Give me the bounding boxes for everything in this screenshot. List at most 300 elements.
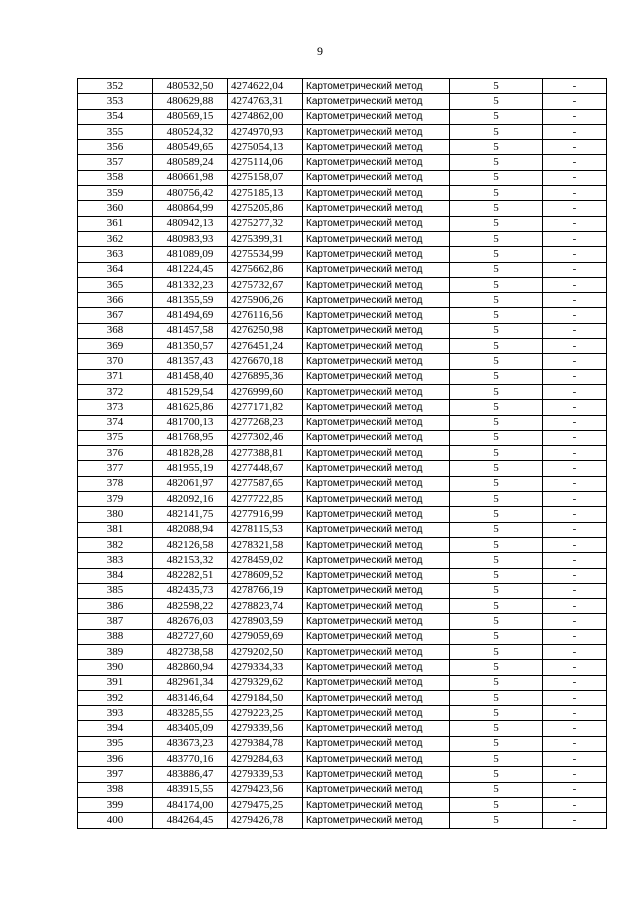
accuracy-cell: 5 (450, 507, 543, 522)
description-cell: - (543, 553, 607, 568)
table-row (78, 308, 607, 323)
point-number-cell: 381 (78, 522, 153, 537)
method-cell: Картометрический метод (303, 476, 450, 491)
y-coordinate-cell: 4278903,59 (228, 614, 303, 629)
point-number-cell: 383 (78, 553, 153, 568)
point-number-cell: 373 (78, 400, 153, 415)
y-coordinate-cell: 4277448,67 (228, 461, 303, 476)
description-cell: - (543, 752, 607, 767)
description-cell: - (543, 736, 607, 751)
y-coordinate-cell: 4274622,04 (228, 79, 303, 94)
table-row (78, 216, 607, 231)
table-row (78, 384, 607, 399)
point-number-cell: 389 (78, 644, 153, 659)
x-coordinate-cell: 482092,16 (153, 492, 228, 507)
y-coordinate-cell: 4277268,23 (228, 415, 303, 430)
x-coordinate-cell: 483915,55 (153, 782, 228, 797)
point-number-cell: 360 (78, 201, 153, 216)
description-cell: - (543, 583, 607, 598)
method-cell: Картометрический метод (303, 140, 450, 155)
point-number-cell: 390 (78, 660, 153, 675)
accuracy-cell: 5 (450, 109, 543, 124)
x-coordinate-cell: 481224,45 (153, 262, 228, 277)
table-row (78, 124, 607, 139)
y-coordinate-cell: 4275205,86 (228, 201, 303, 216)
table-row (78, 354, 607, 369)
x-coordinate-cell: 481494,69 (153, 308, 228, 323)
x-coordinate-cell: 482061,97 (153, 476, 228, 491)
method-cell: Картометрический метод (303, 201, 450, 216)
x-coordinate-cell: 480524,32 (153, 124, 228, 139)
description-cell: - (543, 247, 607, 262)
x-coordinate-cell: 480864,99 (153, 201, 228, 216)
x-coordinate-cell: 481700,13 (153, 415, 228, 430)
accuracy-cell: 5 (450, 339, 543, 354)
point-number-cell: 353 (78, 94, 153, 109)
x-coordinate-cell: 480629,88 (153, 94, 228, 109)
point-number-cell: 378 (78, 476, 153, 491)
x-coordinate-cell: 480661,98 (153, 170, 228, 185)
description-cell: - (543, 231, 607, 246)
table-row (78, 644, 607, 659)
x-coordinate-cell: 483770,16 (153, 752, 228, 767)
description-cell: - (543, 293, 607, 308)
y-coordinate-cell: 4277171,82 (228, 400, 303, 415)
description-cell: - (543, 629, 607, 644)
method-cell: Картометрический метод (303, 323, 450, 338)
accuracy-cell: 5 (450, 155, 543, 170)
description-cell: - (543, 599, 607, 614)
accuracy-cell: 5 (450, 706, 543, 721)
point-number-cell: 352 (78, 79, 153, 94)
method-cell: Картометрический метод (303, 277, 450, 292)
y-coordinate-cell: 4276895,36 (228, 369, 303, 384)
table-row (78, 553, 607, 568)
description-cell: - (543, 813, 607, 828)
accuracy-cell: 5 (450, 721, 543, 736)
method-cell: Картометрический метод (303, 354, 450, 369)
method-cell: Картометрический метод (303, 782, 450, 797)
method-cell: Картометрический метод (303, 186, 450, 201)
accuracy-cell: 5 (450, 813, 543, 828)
table-row (78, 415, 607, 430)
method-cell: Картометрический метод (303, 369, 450, 384)
accuracy-cell: 5 (450, 231, 543, 246)
point-number-cell: 382 (78, 537, 153, 552)
point-number-cell: 388 (78, 629, 153, 644)
description-cell: - (543, 446, 607, 461)
method-cell: Картометрический метод (303, 537, 450, 552)
x-coordinate-cell: 482676,03 (153, 614, 228, 629)
description-cell: - (543, 400, 607, 415)
point-number-cell: 375 (78, 430, 153, 445)
accuracy-cell: 5 (450, 629, 543, 644)
x-coordinate-cell: 482860,94 (153, 660, 228, 675)
accuracy-cell: 5 (450, 782, 543, 797)
point-number-cell: 395 (78, 736, 153, 751)
table-row (78, 522, 607, 537)
description-cell: - (543, 339, 607, 354)
point-number-cell: 380 (78, 507, 153, 522)
accuracy-cell: 5 (450, 797, 543, 812)
method-cell: Картометрический метод (303, 767, 450, 782)
y-coordinate-cell: 4276250,98 (228, 323, 303, 338)
table-row (78, 583, 607, 598)
x-coordinate-cell: 480942,13 (153, 216, 228, 231)
y-coordinate-cell: 4275277,32 (228, 216, 303, 231)
x-coordinate-cell: 483285,55 (153, 706, 228, 721)
x-coordinate-cell: 481625,86 (153, 400, 228, 415)
table-row (78, 339, 607, 354)
point-number-cell: 369 (78, 339, 153, 354)
point-number-cell: 392 (78, 690, 153, 705)
accuracy-cell: 5 (450, 170, 543, 185)
y-coordinate-cell: 4278766,19 (228, 583, 303, 598)
accuracy-cell: 5 (450, 140, 543, 155)
description-cell: - (543, 690, 607, 705)
x-coordinate-cell: 482088,94 (153, 522, 228, 537)
coordinates-table (77, 78, 607, 829)
description-cell: - (543, 767, 607, 782)
y-coordinate-cell: 4278321,58 (228, 537, 303, 552)
y-coordinate-cell: 4279475,25 (228, 797, 303, 812)
description-cell: - (543, 79, 607, 94)
point-number-cell: 399 (78, 797, 153, 812)
point-number-cell: 387 (78, 614, 153, 629)
x-coordinate-cell: 481529,54 (153, 384, 228, 399)
y-coordinate-cell: 4274970,93 (228, 124, 303, 139)
description-cell: - (543, 140, 607, 155)
x-coordinate-cell: 481357,43 (153, 354, 228, 369)
y-coordinate-cell: 4275114,06 (228, 155, 303, 170)
accuracy-cell: 5 (450, 216, 543, 231)
x-coordinate-cell: 481350,57 (153, 339, 228, 354)
y-coordinate-cell: 4277587,65 (228, 476, 303, 491)
method-cell: Картометрический метод (303, 339, 450, 354)
y-coordinate-cell: 4279339,53 (228, 767, 303, 782)
description-cell: - (543, 568, 607, 583)
table-row (78, 323, 607, 338)
point-number-cell: 385 (78, 583, 153, 598)
x-coordinate-cell: 482598,22 (153, 599, 228, 614)
method-cell: Картометрический метод (303, 155, 450, 170)
point-number-cell: 361 (78, 216, 153, 231)
y-coordinate-cell: 4278609,52 (228, 568, 303, 583)
x-coordinate-cell: 483673,23 (153, 736, 228, 751)
method-cell: Картометрический метод (303, 124, 450, 139)
point-number-cell: 376 (78, 446, 153, 461)
x-coordinate-cell: 481768,95 (153, 430, 228, 445)
x-coordinate-cell: 483146,64 (153, 690, 228, 705)
x-coordinate-cell: 482153,32 (153, 553, 228, 568)
table-row (78, 170, 607, 185)
point-number-cell: 356 (78, 140, 153, 155)
table-row (78, 537, 607, 552)
method-cell: Картометрический метод (303, 644, 450, 659)
y-coordinate-cell: 4279284,63 (228, 752, 303, 767)
y-coordinate-cell: 4277916,99 (228, 507, 303, 522)
method-cell: Картометрический метод (303, 614, 450, 629)
table-row (78, 767, 607, 782)
table-row (78, 690, 607, 705)
description-cell: - (543, 170, 607, 185)
point-number-cell: 394 (78, 721, 153, 736)
table-row (78, 461, 607, 476)
point-number-cell: 386 (78, 599, 153, 614)
accuracy-cell: 5 (450, 430, 543, 445)
accuracy-cell: 5 (450, 476, 543, 491)
y-coordinate-cell: 4279423,56 (228, 782, 303, 797)
table-row (78, 614, 607, 629)
description-cell: - (543, 507, 607, 522)
point-number-cell: 400 (78, 813, 153, 828)
accuracy-cell: 5 (450, 79, 543, 94)
y-coordinate-cell: 4279059,69 (228, 629, 303, 644)
x-coordinate-cell: 482435,73 (153, 583, 228, 598)
x-coordinate-cell: 480589,24 (153, 155, 228, 170)
accuracy-cell: 5 (450, 461, 543, 476)
accuracy-cell: 5 (450, 201, 543, 216)
table-row (78, 706, 607, 721)
method-cell: Картометрический метод (303, 660, 450, 675)
table-row (78, 660, 607, 675)
table-row (78, 782, 607, 797)
table-row (78, 400, 607, 415)
table-row (78, 599, 607, 614)
description-cell: - (543, 614, 607, 629)
method-cell: Картометрический метод (303, 308, 450, 323)
accuracy-cell: 5 (450, 568, 543, 583)
y-coordinate-cell: 4278459,02 (228, 553, 303, 568)
description-cell: - (543, 308, 607, 323)
y-coordinate-cell: 4277302,46 (228, 430, 303, 445)
accuracy-cell: 5 (450, 262, 543, 277)
method-cell: Картометрический метод (303, 813, 450, 828)
y-coordinate-cell: 4274763,31 (228, 94, 303, 109)
x-coordinate-cell: 482126,58 (153, 537, 228, 552)
point-number-cell: 384 (78, 568, 153, 583)
description-cell: - (543, 262, 607, 277)
table-row (78, 94, 607, 109)
method-cell: Картометрический метод (303, 752, 450, 767)
method-cell: Картометрический метод (303, 736, 450, 751)
description-cell: - (543, 492, 607, 507)
point-number-cell: 362 (78, 231, 153, 246)
method-cell: Картометрический метод (303, 216, 450, 231)
accuracy-cell: 5 (450, 293, 543, 308)
description-cell: - (543, 201, 607, 216)
method-cell: Картометрический метод (303, 797, 450, 812)
point-number-cell: 397 (78, 767, 153, 782)
accuracy-cell: 5 (450, 752, 543, 767)
y-coordinate-cell: 4279426,78 (228, 813, 303, 828)
point-number-cell: 358 (78, 170, 153, 185)
method-cell: Картометрический метод (303, 706, 450, 721)
accuracy-cell: 5 (450, 660, 543, 675)
method-cell: Картометрический метод (303, 79, 450, 94)
table-row (78, 277, 607, 292)
description-cell: - (543, 216, 607, 231)
method-cell: Картометрический метод (303, 553, 450, 568)
point-number-cell: 357 (78, 155, 153, 170)
table-row (78, 262, 607, 277)
method-cell: Картометрический метод (303, 583, 450, 598)
method-cell: Картометрический метод (303, 675, 450, 690)
accuracy-cell: 5 (450, 537, 543, 552)
table-row (78, 140, 607, 155)
table-row (78, 476, 607, 491)
description-cell: - (543, 354, 607, 369)
x-coordinate-cell: 480569,15 (153, 109, 228, 124)
accuracy-cell: 5 (450, 384, 543, 399)
y-coordinate-cell: 4277722,85 (228, 492, 303, 507)
method-cell: Картометрический метод (303, 247, 450, 262)
x-coordinate-cell: 482282,51 (153, 568, 228, 583)
description-cell: - (543, 109, 607, 124)
y-coordinate-cell: 4279184,50 (228, 690, 303, 705)
description-cell: - (543, 797, 607, 812)
method-cell: Картометрический метод (303, 507, 450, 522)
accuracy-cell: 5 (450, 522, 543, 537)
x-coordinate-cell: 484174,00 (153, 797, 228, 812)
accuracy-cell: 5 (450, 400, 543, 415)
y-coordinate-cell: 4279339,56 (228, 721, 303, 736)
point-number-cell: 359 (78, 186, 153, 201)
y-coordinate-cell: 4275732,67 (228, 277, 303, 292)
table-row (78, 369, 607, 384)
x-coordinate-cell: 481458,40 (153, 369, 228, 384)
accuracy-cell: 5 (450, 644, 543, 659)
method-cell: Картометрический метод (303, 629, 450, 644)
y-coordinate-cell: 4279334,33 (228, 660, 303, 675)
description-cell: - (543, 782, 607, 797)
table-row (78, 675, 607, 690)
y-coordinate-cell: 4277388,81 (228, 446, 303, 461)
y-coordinate-cell: 4276116,56 (228, 308, 303, 323)
x-coordinate-cell: 481457,58 (153, 323, 228, 338)
x-coordinate-cell: 480532,50 (153, 79, 228, 94)
method-cell: Картометрический метод (303, 170, 450, 185)
method-cell: Картометрический метод (303, 492, 450, 507)
table-row (78, 507, 607, 522)
x-coordinate-cell: 480756,42 (153, 186, 228, 201)
table-row (78, 247, 607, 262)
table-row (78, 109, 607, 124)
method-cell: Картометрический метод (303, 231, 450, 246)
table-row (78, 155, 607, 170)
point-number-cell: 367 (78, 308, 153, 323)
accuracy-cell: 5 (450, 599, 543, 614)
table-row (78, 813, 607, 828)
method-cell: Картометрический метод (303, 94, 450, 109)
y-coordinate-cell: 4279223,25 (228, 706, 303, 721)
x-coordinate-cell: 481089,09 (153, 247, 228, 262)
y-coordinate-cell: 4275662,86 (228, 262, 303, 277)
x-coordinate-cell: 484264,45 (153, 813, 228, 828)
y-coordinate-cell: 4275906,26 (228, 293, 303, 308)
description-cell: - (543, 675, 607, 690)
point-number-cell: 398 (78, 782, 153, 797)
description-cell: - (543, 537, 607, 552)
description-cell: - (543, 277, 607, 292)
table-row (78, 293, 607, 308)
description-cell: - (543, 384, 607, 399)
table-row (78, 186, 607, 201)
point-number-cell: 365 (78, 277, 153, 292)
table-row (78, 736, 607, 751)
x-coordinate-cell: 482141,75 (153, 507, 228, 522)
method-cell: Картометрический метод (303, 599, 450, 614)
point-number-cell: 366 (78, 293, 153, 308)
x-coordinate-cell: 483405,09 (153, 721, 228, 736)
coordinates-table-body (78, 79, 607, 829)
description-cell: - (543, 706, 607, 721)
accuracy-cell: 5 (450, 94, 543, 109)
y-coordinate-cell: 4275399,31 (228, 231, 303, 246)
description-cell: - (543, 721, 607, 736)
point-number-cell: 379 (78, 492, 153, 507)
method-cell: Картометрический метод (303, 109, 450, 124)
y-coordinate-cell: 4275534,99 (228, 247, 303, 262)
method-cell: Картометрический метод (303, 568, 450, 583)
method-cell: Картометрический метод (303, 400, 450, 415)
description-cell: - (543, 155, 607, 170)
table-row (78, 79, 607, 94)
point-number-cell: 391 (78, 675, 153, 690)
method-cell: Картометрический метод (303, 262, 450, 277)
x-coordinate-cell: 480983,93 (153, 231, 228, 246)
point-number-cell: 372 (78, 384, 153, 399)
description-cell: - (543, 522, 607, 537)
table-row (78, 492, 607, 507)
description-cell: - (543, 430, 607, 445)
method-cell: Картометрический метод (303, 430, 450, 445)
description-cell: - (543, 644, 607, 659)
y-coordinate-cell: 4275054,13 (228, 140, 303, 155)
accuracy-cell: 5 (450, 323, 543, 338)
table-row (78, 629, 607, 644)
accuracy-cell: 5 (450, 186, 543, 201)
x-coordinate-cell: 481355,59 (153, 293, 228, 308)
y-coordinate-cell: 4275185,13 (228, 186, 303, 201)
method-cell: Картометрический метод (303, 721, 450, 736)
description-cell: - (543, 461, 607, 476)
point-number-cell: 393 (78, 706, 153, 721)
y-coordinate-cell: 4276451,24 (228, 339, 303, 354)
description-cell: - (543, 415, 607, 430)
x-coordinate-cell: 481828,28 (153, 446, 228, 461)
y-coordinate-cell: 4276670,18 (228, 354, 303, 369)
point-number-cell: 377 (78, 461, 153, 476)
method-cell: Картометрический метод (303, 522, 450, 537)
y-coordinate-cell: 4275158,07 (228, 170, 303, 185)
method-cell: Картометрический метод (303, 384, 450, 399)
x-coordinate-cell: 483886,47 (153, 767, 228, 782)
y-coordinate-cell: 4279329,62 (228, 675, 303, 690)
method-cell: Картометрический метод (303, 461, 450, 476)
x-coordinate-cell: 482961,34 (153, 675, 228, 690)
point-number-cell: 364 (78, 262, 153, 277)
point-number-cell: 371 (78, 369, 153, 384)
table-row (78, 721, 607, 736)
point-number-cell: 370 (78, 354, 153, 369)
point-number-cell: 354 (78, 109, 153, 124)
table-row (78, 568, 607, 583)
accuracy-cell: 5 (450, 354, 543, 369)
table-row (78, 231, 607, 246)
description-cell: - (543, 323, 607, 338)
accuracy-cell: 5 (450, 277, 543, 292)
